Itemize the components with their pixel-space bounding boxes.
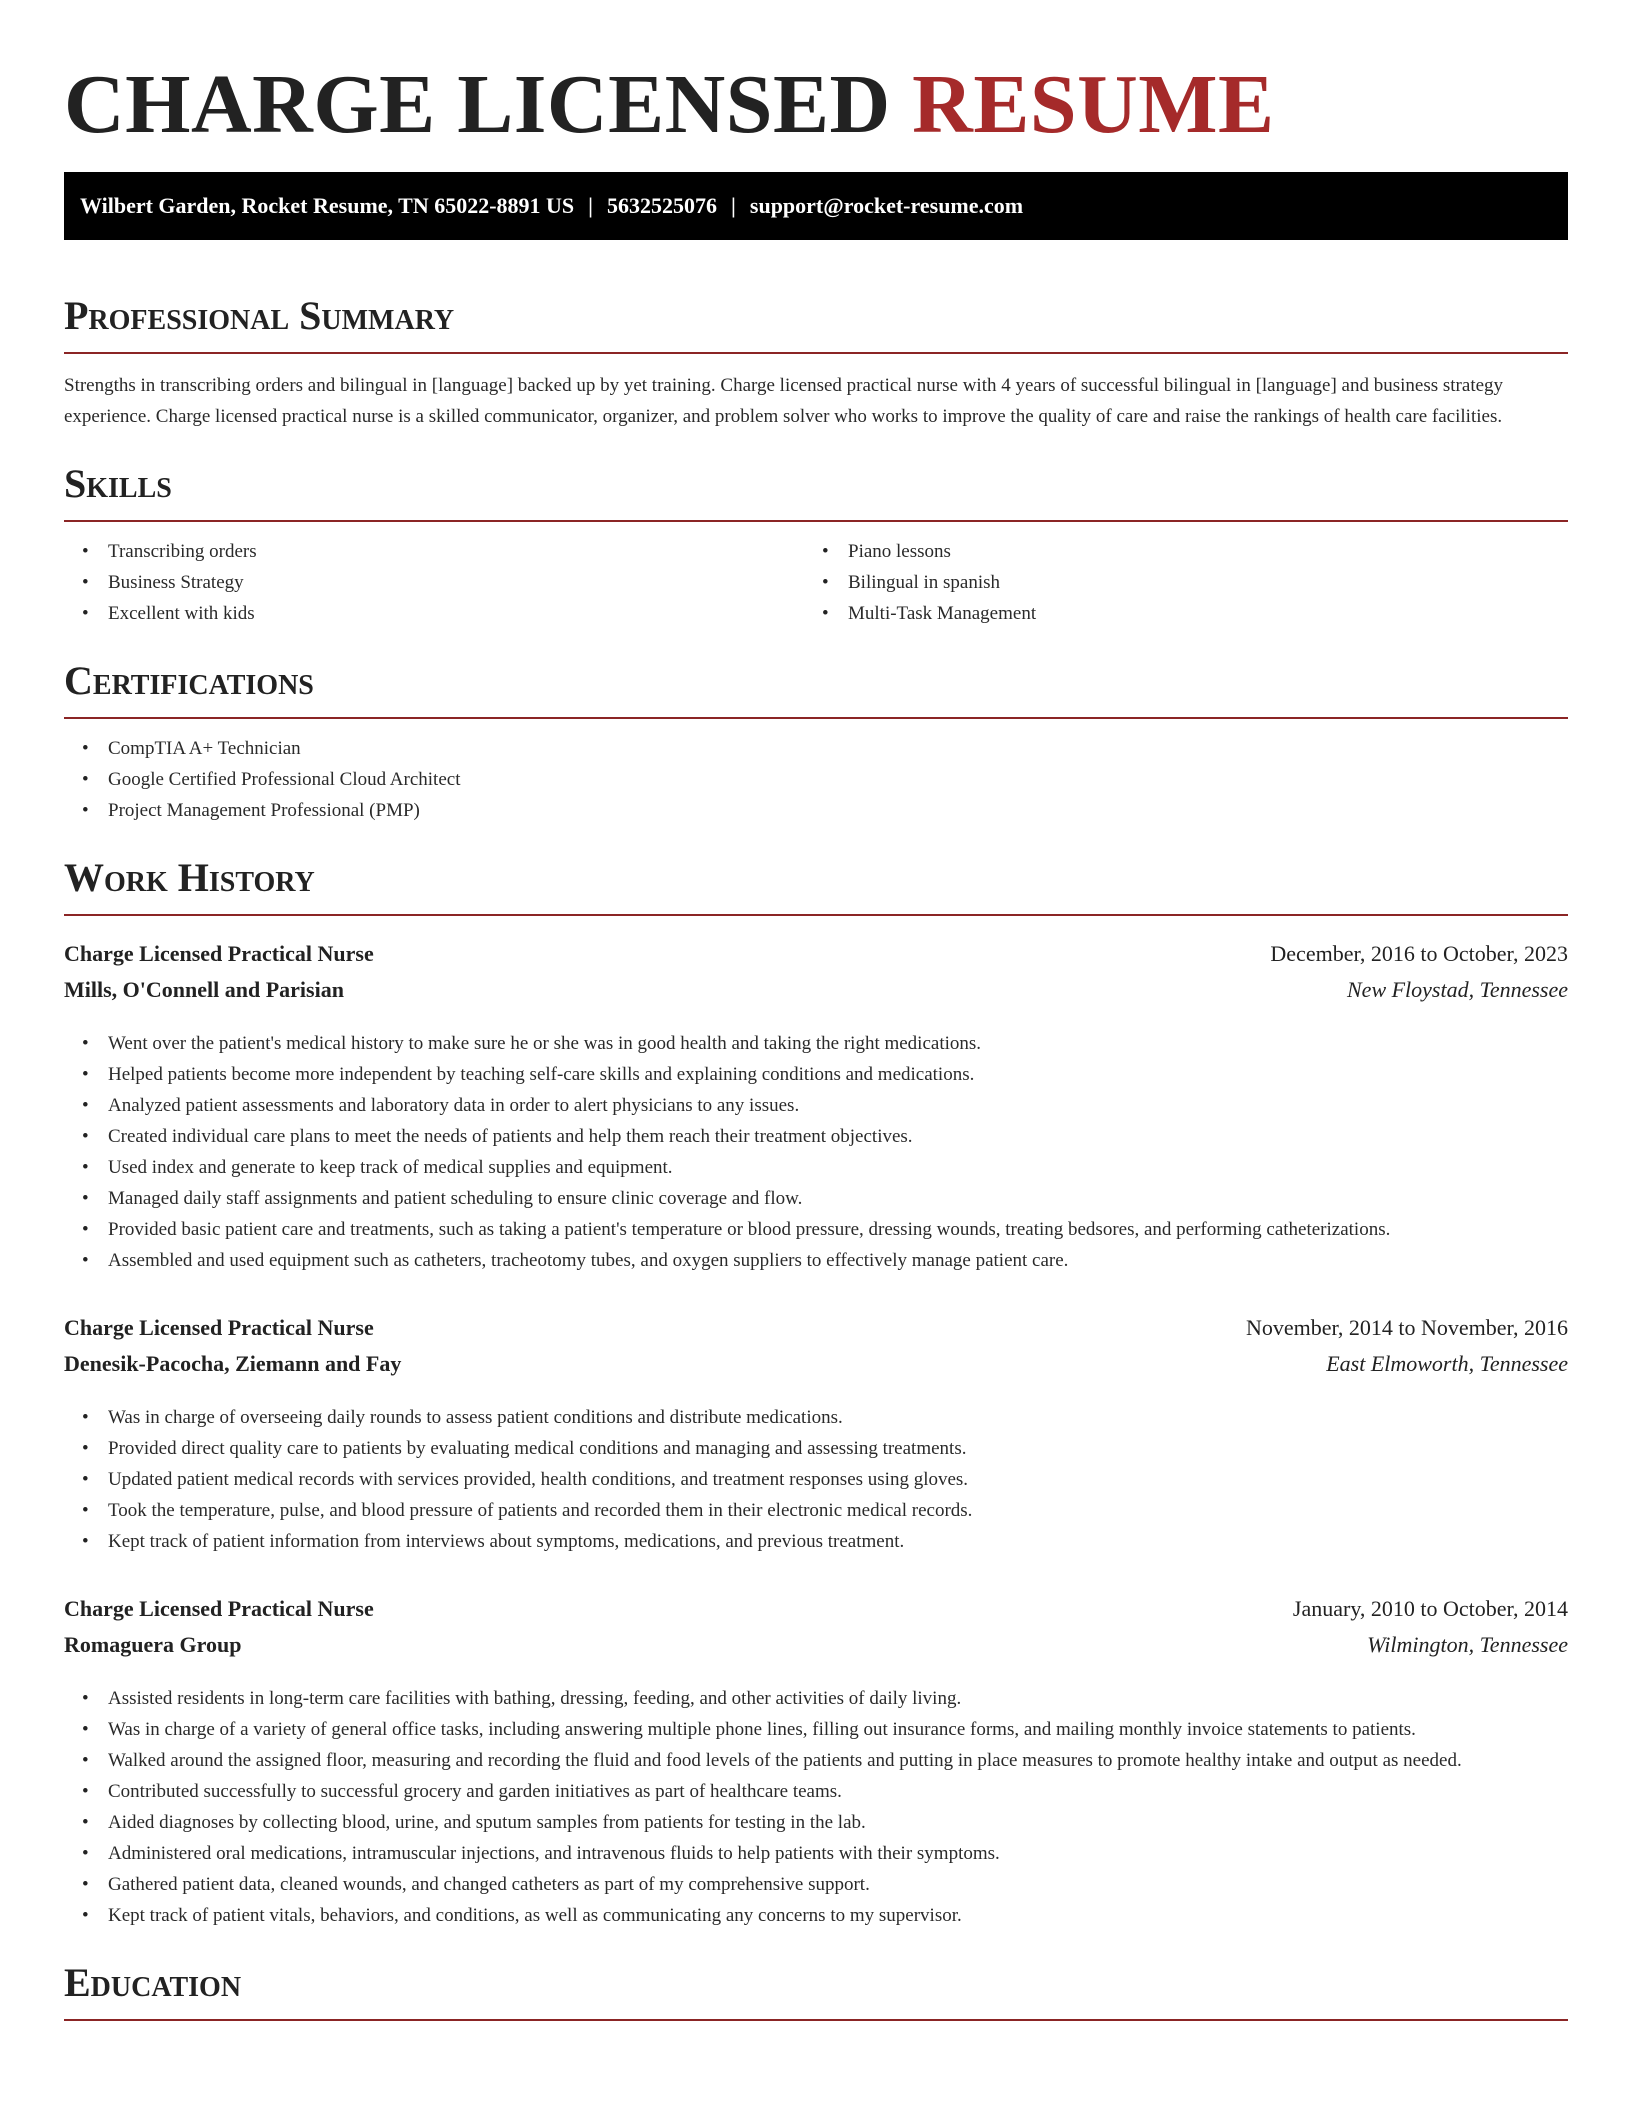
skill-item: • Business Strategy bbox=[64, 567, 804, 598]
contact-address: Wilbert Garden, Rocket Resume, TN 65022-8891 US bbox=[80, 193, 575, 218]
section-divider bbox=[64, 914, 1568, 916]
job-duties-list bbox=[64, 1402, 1568, 1557]
job-duty-item: • Assisted residents in long-term care facilities with bathing, dressing, feeding, and other activities of daily living. bbox=[64, 1683, 1568, 1714]
section-divider bbox=[64, 2019, 1568, 2021]
certification-item: • CompTIA A+ Technician bbox=[64, 733, 1568, 764]
job-duties-list bbox=[64, 1028, 1568, 1276]
skill-item: • Excellent with kids bbox=[64, 598, 804, 629]
job-duty-item: • Administered oral medications, intramuscular injections, and intravenous fluids to help patients with their symptoms. bbox=[64, 1838, 1568, 1869]
section-heading-work-history: Work History bbox=[64, 855, 315, 900]
job-company-row bbox=[64, 972, 1568, 1008]
skills-columns bbox=[64, 536, 1568, 629]
job-duty-item: • Provided basic patient care and treatments, such as taking a patient's temperature or blood pressure, dressing wounds, treating bedsores, and performing catheterizations. bbox=[64, 1214, 1568, 1245]
job-duty-item: • Kept track of patient information from interviews about symptoms, medications, and previous treatment. bbox=[64, 1526, 1568, 1557]
job-duty-item: • Assembled and used equipment such as catheters, tracheotomy tubes, and oxygen suppliers to effectively manage patient care. bbox=[64, 1245, 1568, 1276]
job-entry bbox=[64, 936, 1568, 1276]
job-duty-item: • Took the temperature, pulse, and blood pressure of patients and recorded them in their electronic medical records. bbox=[64, 1495, 1568, 1526]
work-history-section bbox=[64, 852, 1568, 1931]
job-duty-item: • Used index and generate to keep track of medical supplies and equipment. bbox=[64, 1152, 1568, 1183]
certifications-section bbox=[64, 655, 1568, 826]
skill-item: • Bilingual in spanish bbox=[804, 567, 1544, 598]
job-dates: January, 2010 to October, 2014 bbox=[1292, 1596, 1568, 1621]
job-duty-item: • Provided direct quality care to patients by evaluating medical conditions and managing and assessing treatments. bbox=[64, 1433, 1568, 1464]
section-divider bbox=[64, 520, 1568, 522]
certification-item: • Google Certified Professional Cloud Architect bbox=[64, 764, 1568, 795]
contact-separator: | bbox=[731, 193, 736, 218]
job-company-row bbox=[64, 1627, 1568, 1663]
skill-item: • Multi-Task Management bbox=[804, 598, 1544, 629]
job-duty-item: • Aided diagnoses by collecting blood, urine, and sputum samples from patients for testing in the lab. bbox=[64, 1807, 1568, 1838]
section-divider bbox=[64, 717, 1568, 719]
job-duties-list bbox=[64, 1683, 1568, 1931]
education-section bbox=[64, 1957, 1568, 2021]
skill-item: • Piano lessons bbox=[804, 536, 1544, 567]
title-main: CHARGE LICENSED bbox=[64, 58, 891, 151]
job-title: Charge Licensed Practical Nurse bbox=[64, 1315, 374, 1340]
summary-section bbox=[64, 290, 1568, 432]
section-heading-education: Education bbox=[64, 1960, 242, 2005]
job-location: New Floystad, Tennessee bbox=[1347, 977, 1568, 1002]
job-title: Charge Licensed Practical Nurse bbox=[64, 941, 374, 966]
job-entry bbox=[64, 1310, 1568, 1557]
section-heading-certifications: Certifications bbox=[64, 658, 314, 703]
job-location: East Elmoworth, Tennessee bbox=[1326, 1351, 1568, 1376]
skill-item: • Transcribing orders bbox=[64, 536, 804, 567]
job-duty-item: • Was in charge of overseeing daily rounds to assess patient conditions and distribute medications. bbox=[64, 1402, 1568, 1433]
job-duty-item: • Went over the patient's medical history to make sure he or she was in good health and taking the right medications. bbox=[64, 1028, 1568, 1059]
job-header-row bbox=[64, 936, 1568, 972]
job-duty-item: • Managed daily staff assignments and patient scheduling to ensure clinic coverage and flow. bbox=[64, 1183, 1568, 1214]
job-company: Mills, O'Connell and Parisian bbox=[64, 977, 344, 1002]
contact-bar bbox=[64, 172, 1568, 240]
section-heading-skills: Skills bbox=[64, 461, 172, 506]
job-duty-item: • Updated patient medical records with services provided, health conditions, and treatment responses using gloves. bbox=[64, 1464, 1568, 1495]
job-entry bbox=[64, 1591, 1568, 1931]
contact-email[interactable]: support@rocket-resume.com bbox=[749, 193, 1024, 218]
job-company: Denesik-Pacocha, Ziemann and Fay bbox=[64, 1351, 402, 1376]
section-heading-summary: Professional Summary bbox=[64, 293, 455, 338]
job-duty-item: • Helped patients become more independent by teaching self-care skills and explaining conditions and medications. bbox=[64, 1059, 1568, 1090]
summary-text: Strengths in transcribing orders and bilingual in [language] backed up by yet training. Charge licensed practical nurse with 4 years of successful bilingual in [language] and business strategy experience. Charge licensed practical nurse is a skilled communicator, organizer, and problem solver who works to improve the quality of care and raise the rankings of health care facilities. bbox=[64, 375, 1504, 427]
contact-phone[interactable]: 5632525076 bbox=[607, 193, 718, 218]
job-duty-item: • Walked around the assigned floor, measuring and recording the fluid and food levels of the patients and putting in place measures to promote healthy intake and output as needed. bbox=[64, 1745, 1568, 1776]
job-duty-item: • Analyzed patient assessments and laboratory data in order to alert physicians to any issues. bbox=[64, 1090, 1568, 1121]
job-company-row bbox=[64, 1346, 1568, 1382]
job-header-row bbox=[64, 1310, 1568, 1346]
skills-list-right bbox=[804, 536, 1544, 629]
resume-page bbox=[64, 0, 1568, 2021]
certifications-list bbox=[64, 733, 1568, 826]
job-duty-item: • Created individual care plans to meet the needs of patients and help them reach their treatment objectives. bbox=[64, 1121, 1568, 1152]
job-company: Romaguera Group bbox=[64, 1632, 242, 1657]
resume-title bbox=[64, 58, 1568, 152]
job-location: Wilmington, Tennessee bbox=[1367, 1632, 1568, 1657]
job-dates: November, 2014 to November, 2016 bbox=[1245, 1315, 1568, 1340]
job-duty-item: • Was in charge of a variety of general office tasks, including answering multiple phone lines, filling out insurance forms, and mailing monthly invoice statements to patients. bbox=[64, 1714, 1568, 1745]
job-header-row bbox=[64, 1591, 1568, 1627]
title-accent: RESUME bbox=[912, 58, 1275, 151]
job-title: Charge Licensed Practical Nurse bbox=[64, 1596, 374, 1621]
certification-item: • Project Management Professional (PMP) bbox=[64, 795, 1568, 826]
job-dates: December, 2016 to October, 2023 bbox=[1270, 941, 1568, 966]
section-divider bbox=[64, 352, 1568, 354]
job-duty-item: • Kept track of patient vitals, behaviors, and conditions, as well as communicating any concerns to my supervisor. bbox=[64, 1900, 1568, 1931]
skills-section bbox=[64, 458, 1568, 629]
skills-list-left bbox=[64, 536, 804, 629]
contact-separator: | bbox=[588, 193, 594, 218]
job-duty-item: • Gathered patient data, cleaned wounds, and changed catheters as part of my comprehensive support. bbox=[64, 1869, 1568, 1900]
job-duty-item: • Contributed successfully to successful grocery and garden initiatives as part of healthcare teams. bbox=[64, 1776, 1568, 1807]
